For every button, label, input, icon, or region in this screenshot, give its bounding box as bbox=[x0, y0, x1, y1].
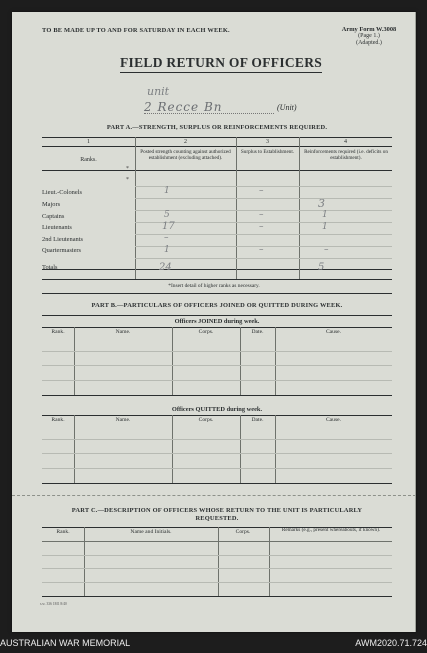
archive-caption: AUSTRALIAN WAR MEMORIAL bbox=[0, 638, 131, 648]
row-line bbox=[42, 582, 392, 583]
quitted-col-rank: Rank. bbox=[51, 417, 65, 423]
part-a-top-rule bbox=[42, 137, 392, 138]
row-line bbox=[42, 453, 392, 454]
joined-divider bbox=[74, 327, 75, 395]
joined-col-rank: Rank. bbox=[51, 329, 65, 335]
partc-col-remarks: Remarks (e.g., present whereabouts, if known). bbox=[281, 527, 381, 533]
blank-rank-marker: * bbox=[126, 177, 129, 183]
row-line bbox=[42, 351, 392, 352]
quitted-divider bbox=[172, 415, 173, 483]
rank-quartermasters: Quartermasters bbox=[42, 247, 82, 254]
row-line bbox=[42, 439, 392, 440]
part-a-header-rule bbox=[42, 170, 392, 171]
rank-lieutenants: Lieutenants bbox=[42, 224, 72, 231]
partc-divider bbox=[218, 527, 219, 596]
joined-col-cause: Cause. bbox=[325, 329, 342, 335]
partc-col-name: Name and Initials. bbox=[130, 529, 172, 535]
value-majors-reinf: 3 bbox=[318, 197, 325, 210]
unit-handwriting-1: unit bbox=[147, 85, 170, 98]
value-quartermasters-surplus: – bbox=[259, 245, 264, 255]
form-id: Army Form W.3008 bbox=[341, 26, 397, 33]
quitted-divider bbox=[275, 415, 276, 483]
col-head-surplus: Surplus to Establishment. bbox=[240, 149, 295, 155]
archive-accession-number: AWM2020.71.724 bbox=[355, 638, 427, 648]
partc-divider bbox=[269, 527, 270, 596]
joined-divider bbox=[275, 327, 276, 395]
row-line bbox=[42, 568, 392, 569]
col-num-2: 2 bbox=[184, 139, 187, 145]
part-c-heading-line2: REQUESTED. bbox=[195, 515, 239, 522]
value-captains-posted: 5 bbox=[164, 210, 170, 220]
part-a-bottom-rule bbox=[42, 279, 392, 280]
value-totals-posted: 24 bbox=[159, 262, 172, 273]
col-num-1: 1 bbox=[87, 139, 90, 145]
paper-edge bbox=[415, 12, 416, 632]
rank-totals: Totals bbox=[42, 264, 58, 271]
value-quartermasters-posted: 1 bbox=[164, 245, 170, 255]
col-head-ranks: Ranks. bbox=[80, 157, 97, 163]
value-lieutenants-posted: 17 bbox=[162, 221, 175, 232]
joined-title: Officers JOINED during week. bbox=[174, 318, 260, 325]
partc-header-bottom bbox=[42, 541, 392, 542]
part-a-total-rule bbox=[42, 269, 392, 270]
joined-col-date: Date. bbox=[251, 329, 264, 335]
quitted-col-cause: Cause. bbox=[325, 417, 342, 423]
joined-divider bbox=[240, 327, 241, 395]
quitted-col-date: Date. bbox=[251, 417, 264, 423]
rank-majors: Majors bbox=[42, 201, 61, 208]
value-quartermasters-reinf: – bbox=[324, 245, 329, 255]
part-a-heading: PART A.—STRENGTH, SURPLUS OR REINFORCEMENTS REQUIRED. bbox=[106, 124, 328, 131]
value-captains-surplus: – bbox=[259, 210, 264, 220]
part-c-heading bbox=[42, 507, 392, 523]
part-a-end-rule bbox=[42, 293, 392, 294]
value-2nd-lieutenants-posted: – bbox=[164, 233, 169, 243]
form-page: (Page 1.) bbox=[358, 33, 380, 39]
page-title: FIELD RETURN OF OFFICERS bbox=[120, 55, 322, 73]
joined-bottom-rule bbox=[42, 395, 392, 396]
unit-handwriting-2: 2 Recce Bn bbox=[144, 100, 223, 114]
partc-col-corps: Corps. bbox=[235, 529, 251, 535]
col-head-reinforcements: Reinforcements required (i.e. deficits on establishment). bbox=[304, 149, 388, 161]
value-lieutenants-surplus: – bbox=[259, 222, 264, 232]
row-line bbox=[135, 198, 392, 199]
rank-captains: Captains bbox=[42, 213, 65, 220]
col-num-4: 4 bbox=[344, 139, 347, 145]
quitted-divider bbox=[240, 415, 241, 483]
row-line bbox=[42, 380, 392, 381]
part-b-heading: PART B.—PARTICULARS OF OFFICERS JOINED OR QUITTED DURING WEEK. bbox=[91, 302, 343, 309]
blank-rank-marker: * bbox=[126, 166, 129, 172]
part-b-bottom-rule bbox=[42, 483, 392, 484]
part-a-footnote: *Insert detail of higher ranks as necessary. bbox=[168, 283, 260, 289]
quitted-col-name: Name. bbox=[115, 417, 131, 423]
unit-dotted-line bbox=[144, 113, 274, 114]
row-line bbox=[42, 468, 392, 469]
joined-divider bbox=[172, 327, 173, 395]
quitted-divider bbox=[74, 415, 75, 483]
rank-2nd-lieutenants: 2nd Lieutenants bbox=[42, 236, 83, 243]
row-line bbox=[135, 258, 392, 259]
quitted-col-corps: Corps. bbox=[198, 417, 214, 423]
value-totals-reinf: 5 bbox=[318, 262, 325, 273]
printer-mark: s.w. 336 1M1 8/40 bbox=[40, 602, 67, 606]
joined-header-top bbox=[42, 327, 392, 328]
form-adapted: (Adapted.) bbox=[356, 40, 382, 46]
form-identifier bbox=[330, 26, 408, 47]
fold-line bbox=[12, 495, 416, 496]
partc-divider bbox=[84, 527, 85, 596]
partc-col-rank: Rank. bbox=[56, 529, 70, 535]
part-b-top-rule bbox=[42, 315, 392, 316]
instruction-text: TO BE MADE UP TO AND FOR SATURDAY IN EACH WEEK. bbox=[42, 27, 230, 34]
form-sheet bbox=[12, 12, 416, 632]
value-captains-reinf: 1 bbox=[322, 210, 328, 220]
joined-col-name: Name. bbox=[115, 329, 131, 335]
col-num-3: 3 bbox=[266, 139, 269, 145]
part-a-number-rule bbox=[42, 146, 392, 147]
row-line bbox=[135, 234, 392, 235]
part-c-heading-line1: PART C.—DESCRIPTION OF OFFICERS WHOSE RETURN TO THE UNIT IS PARTICULARLY bbox=[71, 507, 363, 514]
rank-lieut-colonels: Lieut.-Colonels bbox=[42, 189, 82, 196]
value-lieutenants-reinf: 1 bbox=[322, 222, 328, 232]
col-head-posted: Posted strength counting against authorized establishment (excluding attached). bbox=[140, 149, 231, 161]
unit-label: (Unit) bbox=[277, 103, 297, 112]
quitted-header-top bbox=[42, 415, 392, 416]
value-lieut-colonels-posted: 1 bbox=[164, 186, 170, 196]
row-line bbox=[42, 365, 392, 366]
row-line bbox=[42, 555, 392, 556]
quitted-title: Officers QUITTED during week. bbox=[171, 406, 263, 413]
part-c-bottom-rule bbox=[42, 596, 392, 597]
value-lieut-colonels-surplus: – bbox=[259, 186, 264, 196]
joined-col-corps: Corps. bbox=[198, 329, 214, 335]
